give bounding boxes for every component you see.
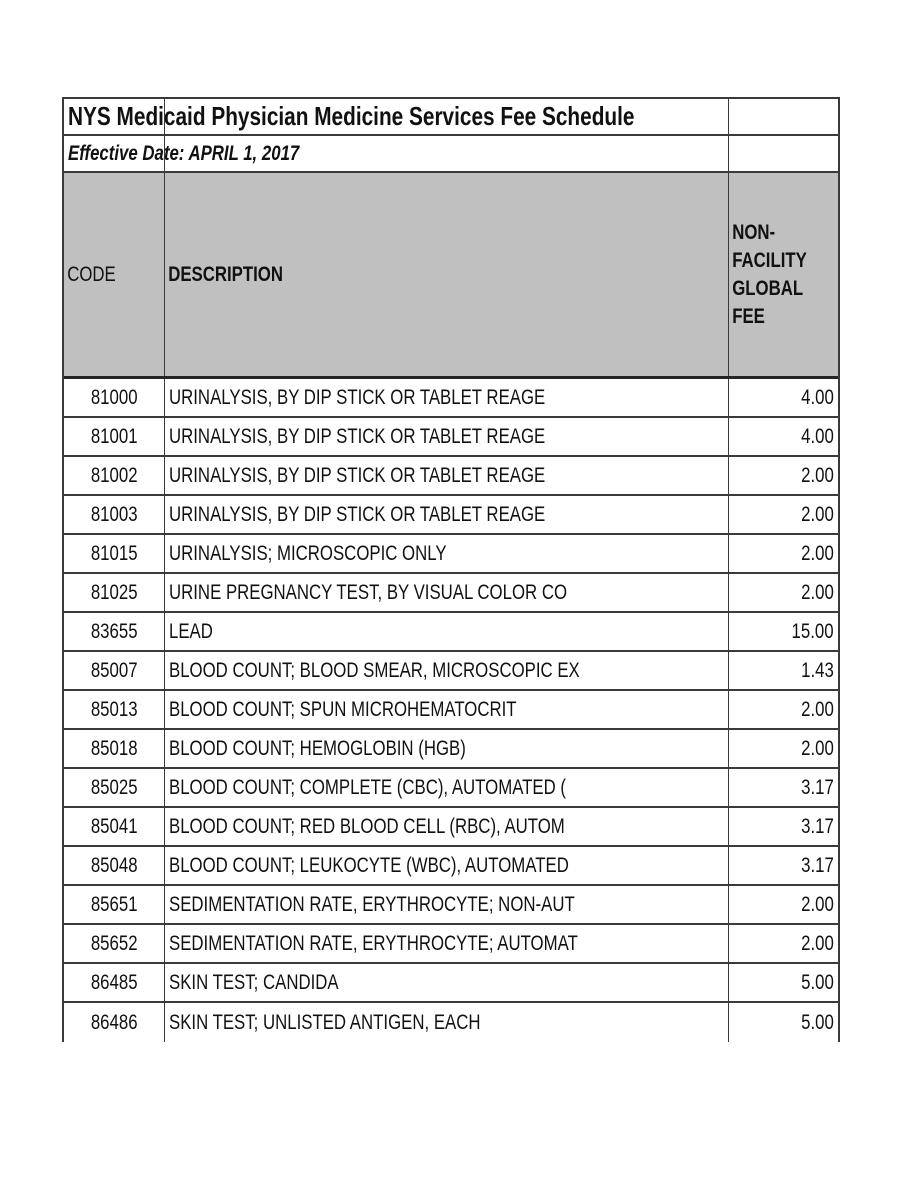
fee-value: 2.00 [801,502,834,526]
code-value: 85651 [90,892,138,916]
fee-cell [728,730,838,767]
effective-right-empty-cell [728,136,838,171]
code-cell [64,535,164,572]
table-title-row [64,99,838,136]
fee-row [64,457,838,496]
code-cell [64,496,164,533]
code-value: 85007 [90,658,138,682]
fee-row [64,613,838,652]
code-cell [64,847,164,884]
page-title: NYS Medicaid Physician Medicine Services Fee Schedule [68,101,635,132]
code-cell [64,925,164,962]
fee-cell [728,652,838,689]
description-cell [164,925,728,962]
effective-date-cell [64,136,300,171]
fee-value: 2.00 [801,463,834,487]
header-description [164,173,728,376]
code-value: 85013 [90,697,138,721]
code-value: 81001 [90,424,138,448]
description-cell [164,886,728,923]
fee-cell [728,847,838,884]
code-cell [64,691,164,728]
fee-row [64,418,838,457]
fee-row [64,964,838,1003]
code-value: 81000 [90,385,138,409]
fee-value: 5.00 [801,1010,834,1034]
description-value: BLOOD COUNT; BLOOD SMEAR, MICROSCOPIC EX [169,658,580,682]
description-value: BLOOD COUNT; LEUKOCYTE (WBC), AUTOMATED [169,853,569,877]
code-value: 83655 [90,619,138,643]
header-fee-line: FACILITY [732,248,807,272]
header-fee-label [729,219,807,331]
fee-value: 2.00 [801,892,834,916]
fee-row [64,496,838,535]
fee-cell [728,964,838,1001]
code-value: 85018 [90,736,138,760]
fee-row [64,769,838,808]
fee-cell [728,1003,838,1042]
code-cell [64,418,164,455]
header-code [64,173,164,376]
code-value: 85048 [90,853,138,877]
fee-value: 5.00 [801,970,834,994]
description-cell [164,496,728,533]
description-cell [164,379,728,416]
fee-value: 3.17 [801,814,834,838]
fee-row [64,691,838,730]
header-fee-line: NON- [732,220,776,244]
description-cell [164,1003,728,1042]
description-value: URINALYSIS; MICROSCOPIC ONLY [169,541,447,565]
fee-cell [728,769,838,806]
header-fee-line: FEE [732,304,765,328]
fee-row [64,886,838,925]
description-value: BLOOD COUNT; SPUN MICROHEMATOCRIT [169,697,517,721]
table-header-row [64,173,838,379]
description-value: BLOOD COUNT; HEMOGLOBIN (HGB) [169,736,466,760]
code-value: 81003 [90,502,138,526]
effective-date: Effective Date: APRIL 1, 2017 [68,141,300,165]
fee-value: 3.17 [801,853,834,877]
description-cell [164,691,728,728]
code-cell [64,652,164,689]
fee-row [64,1003,838,1042]
description-cell [164,769,728,806]
description-cell [164,574,728,611]
fee-row [64,730,838,769]
title-cell [64,99,635,134]
fee-cell [728,535,838,572]
code-cell [64,808,164,845]
fee-value: 2.00 [801,697,834,721]
description-cell [164,613,728,650]
fee-row [64,925,838,964]
fee-cell [728,808,838,845]
fee-cell [728,691,838,728]
code-value: 81002 [90,463,138,487]
fee-value: 2.00 [801,541,834,565]
fee-row [64,535,838,574]
fee-cell [728,418,838,455]
description-value: URINALYSIS, BY DIP STICK OR TABLET REAGE [169,424,546,448]
description-cell [164,808,728,845]
fee-row [64,379,838,418]
description-value: SKIN TEST; UNLISTED ANTIGEN, EACH [169,1010,481,1034]
description-value: URINE PREGNANCY TEST, BY VISUAL COLOR CO [169,580,568,604]
header-description-label: DESCRIPTION [168,262,284,286]
description-value: URINALYSIS, BY DIP STICK OR TABLET REAGE [169,463,546,487]
code-cell [64,613,164,650]
code-cell [64,379,164,416]
description-cell [164,730,728,767]
code-cell [64,964,164,1001]
fee-cell [728,613,838,650]
description-value: LEAD [169,619,213,643]
fee-value: 3.17 [801,775,834,799]
description-cell [164,652,728,689]
code-value: 81015 [90,541,138,565]
fee-value: 1.43 [801,658,834,682]
fee-cell [728,886,838,923]
description-value: SEDIMENTATION RATE, ERYTHROCYTE; NON-AUT [169,892,575,916]
header-fee [728,173,838,376]
fee-cell [728,925,838,962]
description-cell [164,964,728,1001]
fee-cell [728,496,838,533]
fee-cell [728,574,838,611]
fee-row [64,808,838,847]
fee-row [64,652,838,691]
code-value: 85652 [90,931,138,955]
effective-date-row [64,136,838,173]
description-value: BLOOD COUNT; COMPLETE (CBC), AUTOMATED ( [169,775,567,799]
code-cell [64,886,164,923]
code-value: 86485 [90,970,138,994]
code-cell [64,769,164,806]
code-value: 86486 [90,1010,138,1034]
fee-value: 15.00 [791,619,834,643]
description-cell [164,418,728,455]
fee-cell [728,379,838,416]
code-cell [64,1003,164,1042]
code-value: 85025 [90,775,138,799]
code-value: 85041 [90,814,138,838]
description-value: URINALYSIS, BY DIP STICK OR TABLET REAGE [169,385,546,409]
fee-value: 2.00 [801,580,834,604]
description-cell [164,457,728,494]
header-fee-line: GLOBAL [732,276,804,300]
fee-value: 2.00 [801,736,834,760]
fee-row [64,847,838,886]
description-value: SKIN TEST; CANDIDA [169,970,339,994]
code-value: 81025 [90,580,138,604]
header-code-label: CODE [67,262,116,286]
code-cell [64,730,164,767]
fee-value: 4.00 [801,385,834,409]
fee-schedule-table [62,97,840,1042]
fee-row [64,574,838,613]
description-cell [164,847,728,884]
fee-cell [728,457,838,494]
description-value: BLOOD COUNT; RED BLOOD CELL (RBC), AUTOM [169,814,565,838]
fee-value: 4.00 [801,424,834,448]
code-cell [64,574,164,611]
fee-value: 2.00 [801,931,834,955]
code-cell [64,457,164,494]
description-value: SEDIMENTATION RATE, ERYTHROCYTE; AUTOMAT [169,931,578,955]
title-right-empty-cell [728,99,838,134]
description-value: URINALYSIS, BY DIP STICK OR TABLET REAGE [169,502,546,526]
description-cell [164,535,728,572]
